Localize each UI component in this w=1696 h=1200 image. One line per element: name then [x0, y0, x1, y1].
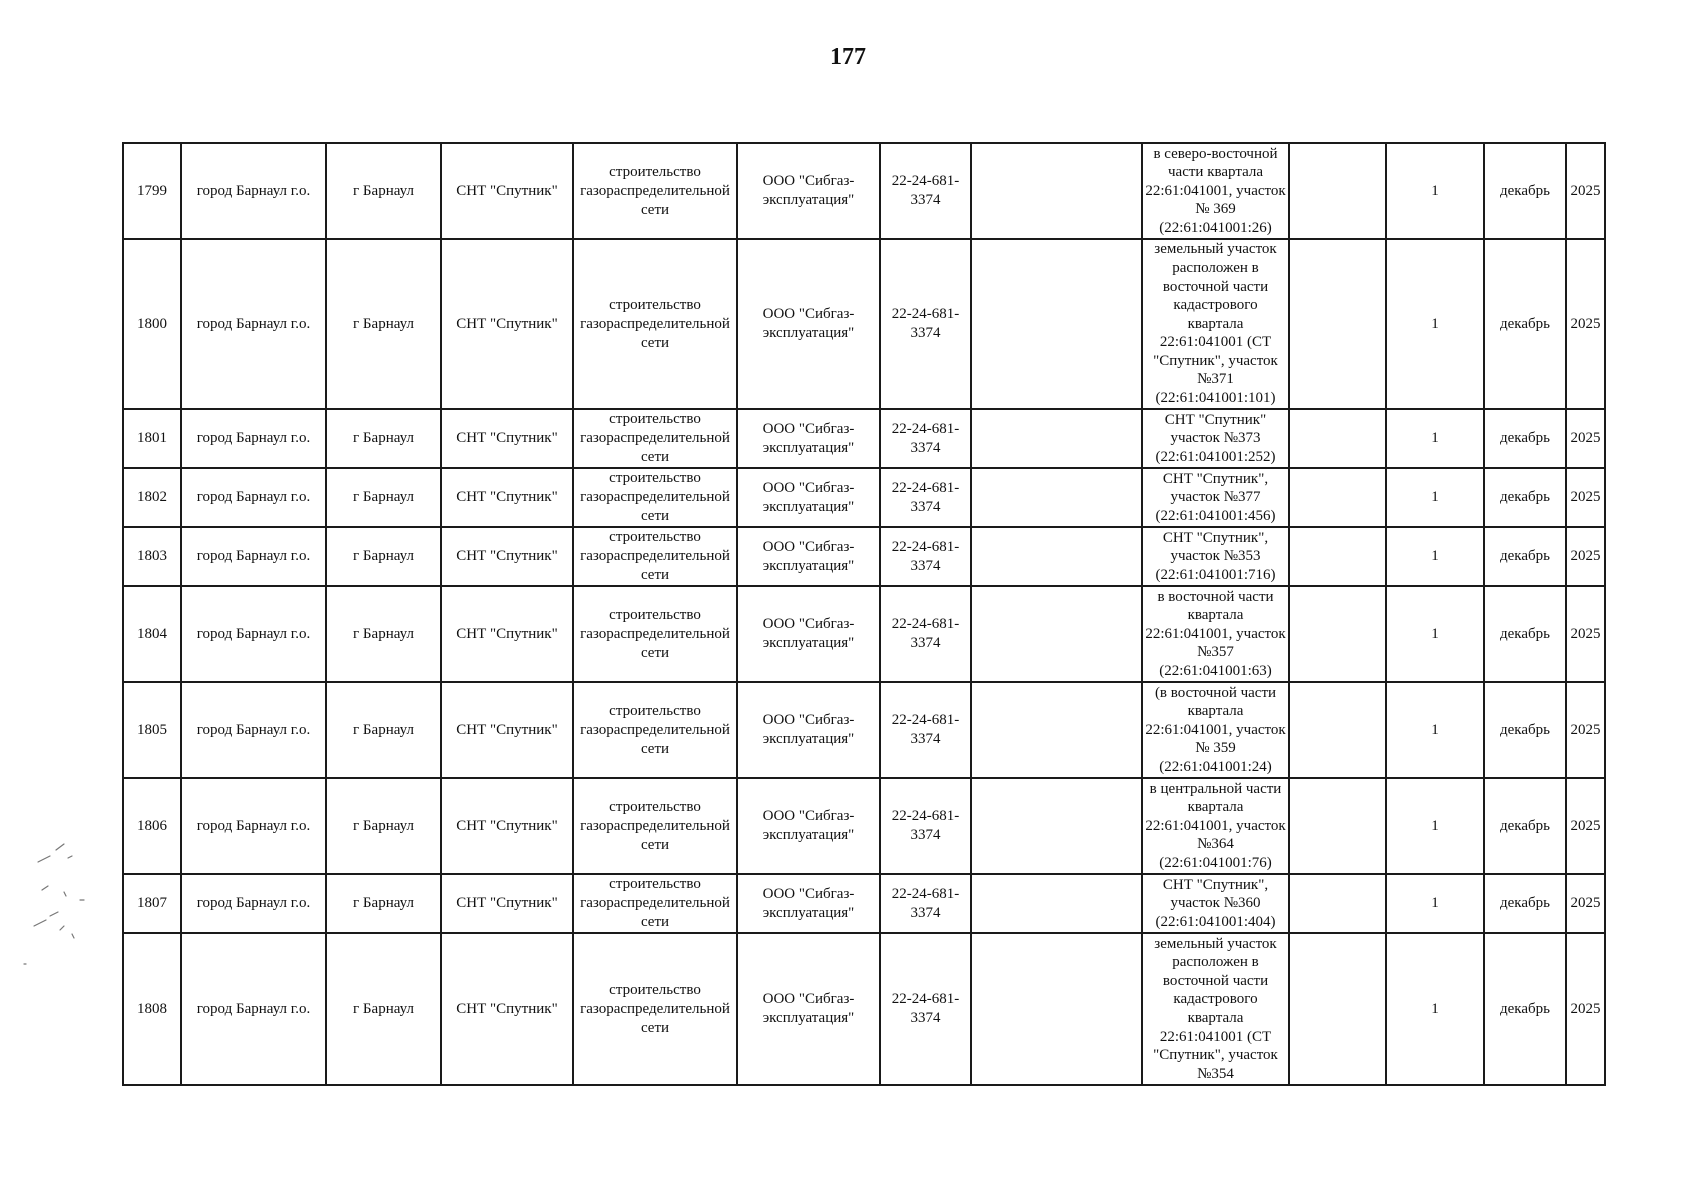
- month-cell: декабрь: [1484, 239, 1566, 409]
- page-number: 177: [830, 44, 866, 70]
- row-number: 1806: [123, 778, 181, 874]
- code-cell: 22-24-681-3374: [880, 874, 971, 933]
- year-cell: 2025: [1566, 586, 1605, 682]
- organization-cell: ООО "Сибгаз-эксплуатация": [737, 933, 880, 1085]
- work-type-cell: строительство газораспределительной сети: [573, 778, 737, 874]
- empty-cell: [971, 409, 1142, 468]
- work-type-cell: строительство газораспределительной сети: [573, 933, 737, 1085]
- organization-cell: ООО "Сибгаз-эксплуатация": [737, 468, 880, 527]
- month-cell: декабрь: [1484, 409, 1566, 468]
- address-cell: (в восточной части квартала 22:61:041001, участок № 359 (22:61:041001:24): [1142, 682, 1289, 778]
- address-cell: земельный участок расположен в восточной части кадастрового квартала 22:61:041001 (СТ "Спутник", участок №354: [1142, 933, 1289, 1085]
- empty-cell: [971, 143, 1142, 239]
- quantity-cell: 1: [1386, 143, 1484, 239]
- quantity-cell: 1: [1386, 239, 1484, 409]
- organization-cell: ООО "Сибгаз-эксплуатация": [737, 586, 880, 682]
- table-row: [123, 933, 1605, 1085]
- empty-cell: [971, 239, 1142, 409]
- object-cell: СНТ "Спутник": [441, 409, 573, 468]
- year-cell: 2025: [1566, 468, 1605, 527]
- quantity-cell: 1: [1386, 586, 1484, 682]
- object-cell: СНТ "Спутник": [441, 527, 573, 586]
- code-cell: 22-24-681-3374: [880, 682, 971, 778]
- empty-cell: [1289, 527, 1386, 586]
- object-cell: СНТ "Спутник": [441, 778, 573, 874]
- municipality-cell: город Барнаул г.о.: [181, 143, 326, 239]
- municipality-cell: город Барнаул г.о.: [181, 586, 326, 682]
- month-cell: декабрь: [1484, 682, 1566, 778]
- municipality-cell: город Барнаул г.о.: [181, 239, 326, 409]
- quantity-cell: 1: [1386, 778, 1484, 874]
- row-number: 1799: [123, 143, 181, 239]
- municipality-cell: город Барнаул г.о.: [181, 933, 326, 1085]
- code-cell: 22-24-681-3374: [880, 933, 971, 1085]
- work-type-cell: строительство газораспределительной сети: [573, 527, 737, 586]
- locality-cell: г Барнаул: [326, 682, 441, 778]
- row-number: 1803: [123, 527, 181, 586]
- locality-cell: г Барнаул: [326, 143, 441, 239]
- locality-cell: г Барнаул: [326, 933, 441, 1085]
- month-cell: декабрь: [1484, 143, 1566, 239]
- empty-cell: [971, 682, 1142, 778]
- address-cell: в центральной части квартала 22:61:041001, участок №364 (22:61:041001:76): [1142, 778, 1289, 874]
- table-row: [123, 409, 1605, 468]
- year-cell: 2025: [1566, 527, 1605, 586]
- quantity-cell: 1: [1386, 468, 1484, 527]
- municipality-cell: город Барнаул г.о.: [181, 527, 326, 586]
- month-cell: декабрь: [1484, 527, 1566, 586]
- code-cell: 22-24-681-3374: [880, 468, 971, 527]
- empty-cell: [971, 874, 1142, 933]
- object-cell: СНТ "Спутник": [441, 933, 573, 1085]
- row-number: 1808: [123, 933, 181, 1085]
- empty-cell: [1289, 933, 1386, 1085]
- object-cell: СНТ "Спутник": [441, 239, 573, 409]
- table-row: [123, 586, 1605, 682]
- table-row: [123, 468, 1605, 527]
- municipality-cell: город Барнаул г.о.: [181, 409, 326, 468]
- object-cell: СНТ "Спутник": [441, 143, 573, 239]
- month-cell: декабрь: [1484, 778, 1566, 874]
- month-cell: декабрь: [1484, 933, 1566, 1085]
- empty-cell: [971, 586, 1142, 682]
- table-row: [123, 527, 1605, 586]
- municipality-cell: город Барнаул г.о.: [181, 874, 326, 933]
- organization-cell: ООО "Сибгаз-эксплуатация": [737, 527, 880, 586]
- locality-cell: г Барнаул: [326, 778, 441, 874]
- row-number: 1800: [123, 239, 181, 409]
- work-type-cell: строительство газораспределительной сети: [573, 682, 737, 778]
- quantity-cell: 1: [1386, 933, 1484, 1085]
- work-type-cell: строительство газораспределительной сети: [573, 143, 737, 239]
- code-cell: 22-24-681-3374: [880, 409, 971, 468]
- year-cell: 2025: [1566, 933, 1605, 1085]
- address-cell: СНТ "Спутник", участок №360 (22:61:041001:404): [1142, 874, 1289, 933]
- year-cell: 2025: [1566, 239, 1605, 409]
- municipality-cell: город Барнаул г.о.: [181, 778, 326, 874]
- address-cell: СНТ "Спутник", участок №377 (22:61:041001:456): [1142, 468, 1289, 527]
- locality-cell: г Барнаул: [326, 527, 441, 586]
- locality-cell: г Барнаул: [326, 586, 441, 682]
- work-type-cell: строительство газораспределительной сети: [573, 586, 737, 682]
- year-cell: 2025: [1566, 409, 1605, 468]
- month-cell: декабрь: [1484, 468, 1566, 527]
- organization-cell: ООО "Сибгаз-эксплуатация": [737, 874, 880, 933]
- municipality-cell: город Барнаул г.о.: [181, 468, 326, 527]
- organization-cell: ООО "Сибгаз-эксплуатация": [737, 143, 880, 239]
- year-cell: 2025: [1566, 682, 1605, 778]
- quantity-cell: 1: [1386, 682, 1484, 778]
- row-number: 1801: [123, 409, 181, 468]
- locality-cell: г Барнаул: [326, 239, 441, 409]
- code-cell: 22-24-681-3374: [880, 586, 971, 682]
- year-cell: 2025: [1566, 874, 1605, 933]
- locality-cell: г Барнаул: [326, 874, 441, 933]
- quantity-cell: 1: [1386, 409, 1484, 468]
- year-cell: 2025: [1566, 778, 1605, 874]
- scan-artifact-marks: [20, 830, 100, 980]
- address-cell: в восточной части квартала 22:61:041001, участок №357 (22:61:041001:63): [1142, 586, 1289, 682]
- code-cell: 22-24-681-3374: [880, 239, 971, 409]
- row-number: 1805: [123, 682, 181, 778]
- row-number: 1804: [123, 586, 181, 682]
- work-type-cell: строительство газораспределительной сети: [573, 239, 737, 409]
- address-cell: в северо-восточной части квартала 22:61:041001, участок № 369 (22:61:041001:26): [1142, 143, 1289, 239]
- locality-cell: г Барнаул: [326, 468, 441, 527]
- empty-cell: [1289, 143, 1386, 239]
- empty-cell: [971, 468, 1142, 527]
- object-cell: СНТ "Спутник": [441, 586, 573, 682]
- table-row: [123, 239, 1605, 409]
- address-cell: земельный участок расположен в восточной части кадастрового квартала 22:61:041001 (СТ "Спутник", участок №371 (22:61:041001:101): [1142, 239, 1289, 409]
- code-cell: 22-24-681-3374: [880, 143, 971, 239]
- registry-table: [122, 142, 1606, 1086]
- empty-cell: [1289, 778, 1386, 874]
- empty-cell: [1289, 409, 1386, 468]
- month-cell: декабрь: [1484, 586, 1566, 682]
- locality-cell: г Барнаул: [326, 409, 441, 468]
- row-number: 1802: [123, 468, 181, 527]
- empty-cell: [1289, 682, 1386, 778]
- organization-cell: ООО "Сибгаз-эксплуатация": [737, 682, 880, 778]
- table-row: [123, 143, 1605, 239]
- row-number: 1807: [123, 874, 181, 933]
- empty-cell: [1289, 468, 1386, 527]
- work-type-cell: строительство газораспределительной сети: [573, 468, 737, 527]
- object-cell: СНТ "Спутник": [441, 874, 573, 933]
- organization-cell: ООО "Сибгаз-эксплуатация": [737, 778, 880, 874]
- address-cell: СНТ "Спутник", участок №353 (22:61:041001:716): [1142, 527, 1289, 586]
- code-cell: 22-24-681-3374: [880, 778, 971, 874]
- month-cell: декабрь: [1484, 874, 1566, 933]
- empty-cell: [1289, 239, 1386, 409]
- empty-cell: [971, 933, 1142, 1085]
- municipality-cell: город Барнаул г.о.: [181, 682, 326, 778]
- quantity-cell: 1: [1386, 874, 1484, 933]
- empty-cell: [971, 527, 1142, 586]
- organization-cell: ООО "Сибгаз-эксплуатация": [737, 239, 880, 409]
- empty-cell: [971, 778, 1142, 874]
- work-type-cell: строительство газораспределительной сети: [573, 874, 737, 933]
- quantity-cell: 1: [1386, 527, 1484, 586]
- empty-cell: [1289, 874, 1386, 933]
- object-cell: СНТ "Спутник": [441, 682, 573, 778]
- object-cell: СНТ "Спутник": [441, 468, 573, 527]
- year-cell: 2025: [1566, 143, 1605, 239]
- empty-cell: [1289, 586, 1386, 682]
- address-cell: СНТ "Спутник" участок №373 (22:61:041001:252): [1142, 409, 1289, 468]
- table-row: [123, 874, 1605, 933]
- table-row: [123, 682, 1605, 778]
- work-type-cell: строительство газораспределительной сети: [573, 409, 737, 468]
- table-row: [123, 778, 1605, 874]
- code-cell: 22-24-681-3374: [880, 527, 971, 586]
- organization-cell: ООО "Сибгаз-эксплуатация": [737, 409, 880, 468]
